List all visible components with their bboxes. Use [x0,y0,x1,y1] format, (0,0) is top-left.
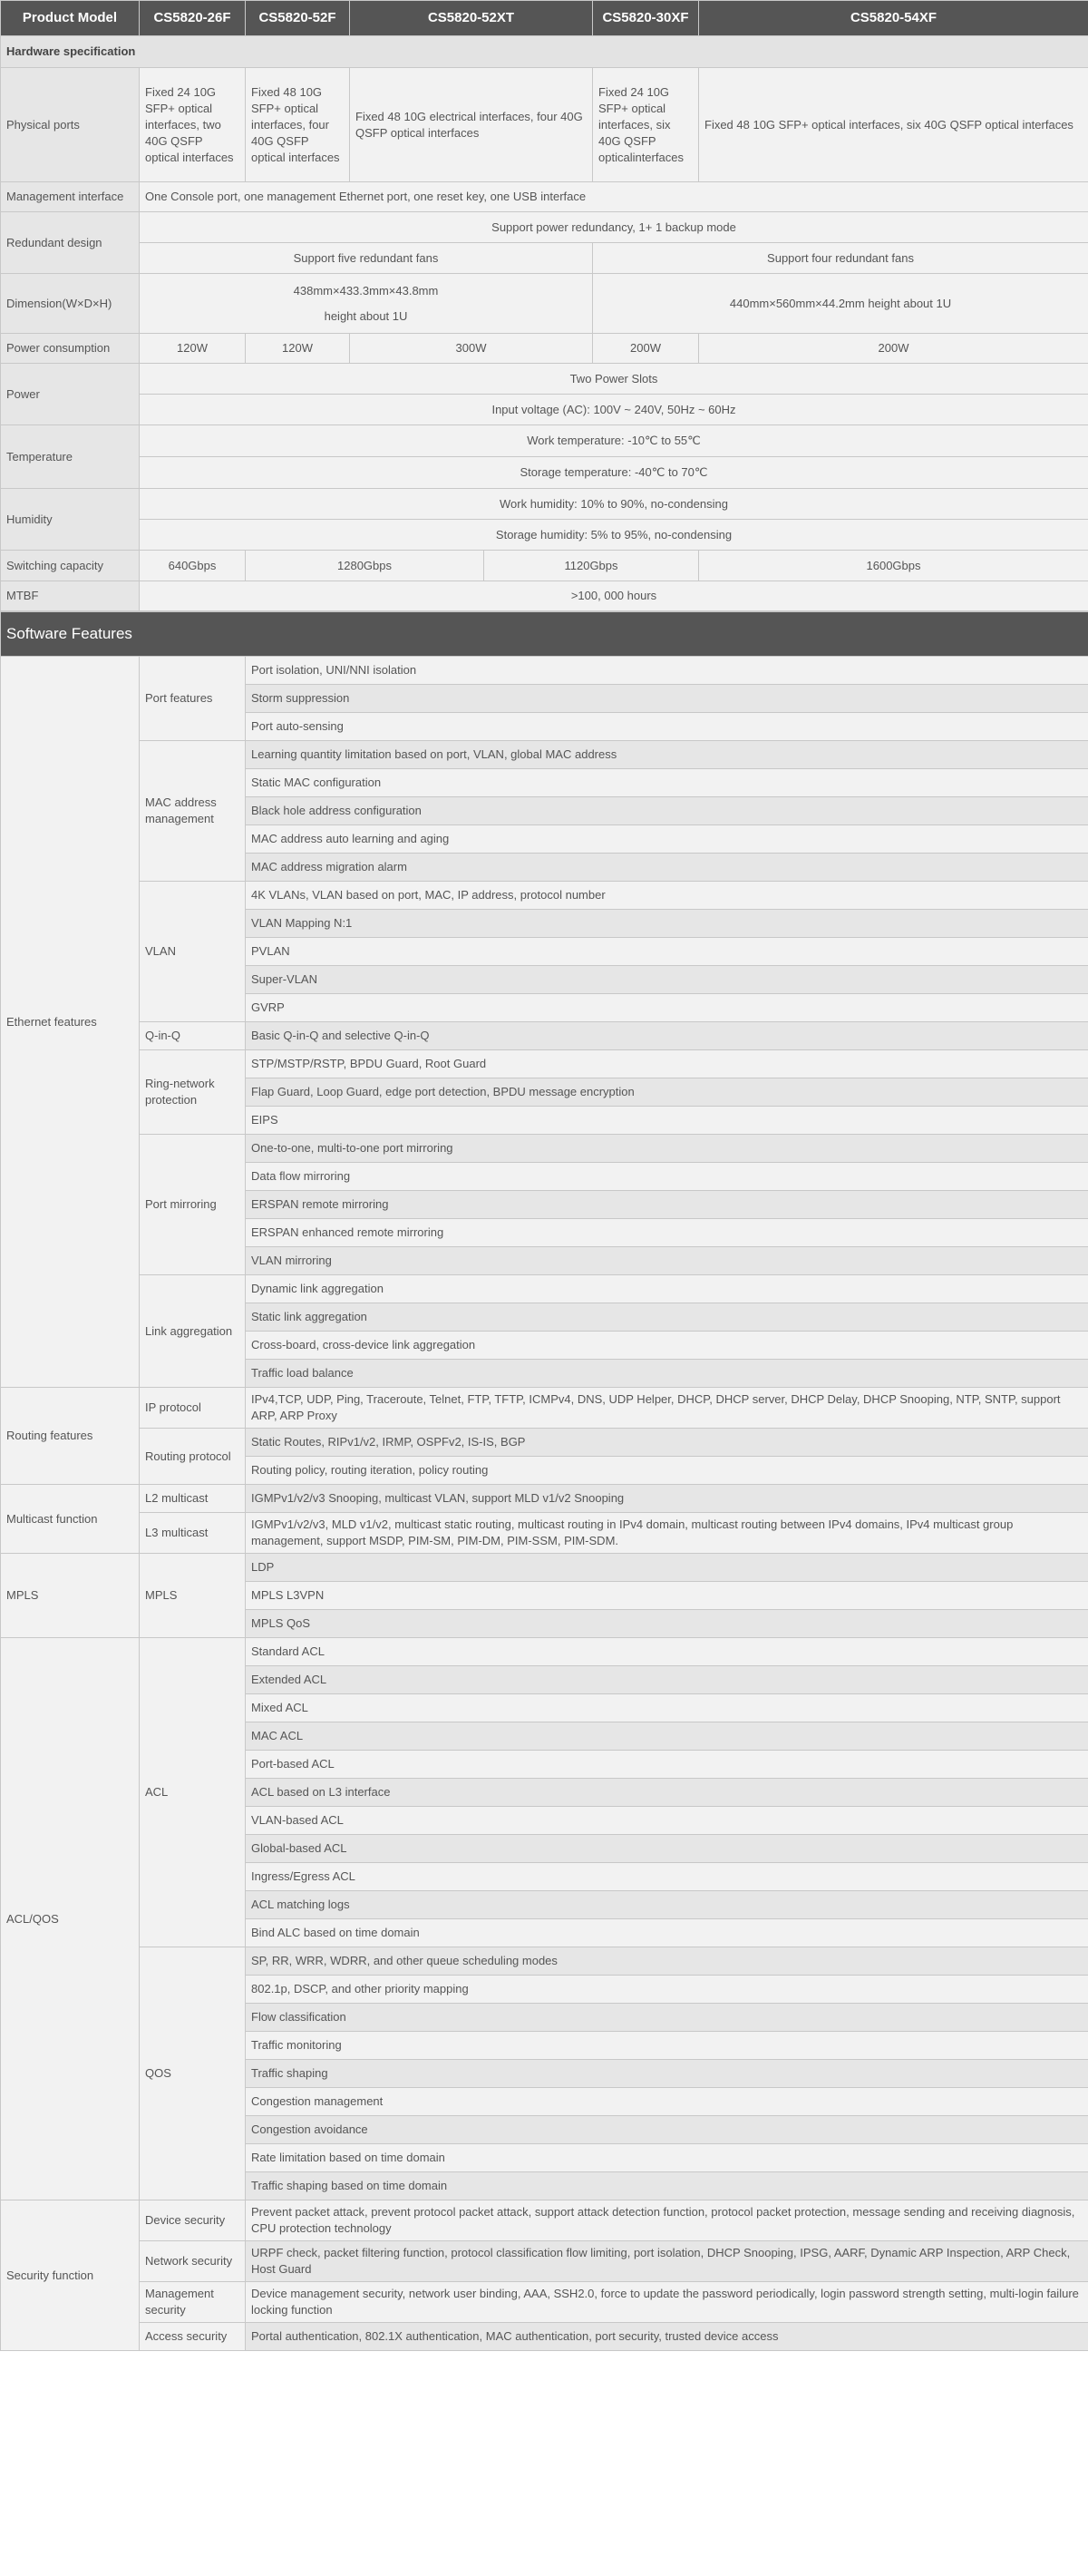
feature-item: STP/MSTP/RSTP, BPDU Guard, Root Guard [246,1050,1088,1078]
dimension-b: 440mm×560mm×44.2mm height about 1U [593,274,1088,334]
hardware-section-row [1,36,1088,68]
model-cs5820-30xf: CS5820-30XF [593,1,699,36]
temperature-storage-row [1,457,1088,489]
security-function-category: Security function [1,2200,140,2351]
feature-item: MPLS L3VPN [246,1582,1088,1610]
feature-item: Ingress/Egress ACL [246,1863,1088,1891]
redundant-power-value: Support power redundancy, 1+ 1 backup mode [140,212,1088,243]
feature-item: Extended ACL [246,1666,1088,1694]
redundant-design-label: Redundant design [1,212,140,274]
dimension-a [140,274,593,334]
temperature-label: Temperature [1,425,140,489]
switching-capacity-1: 640Gbps [140,551,246,581]
switching-capacity-2: 1280Gbps [246,551,484,581]
product-model-header: Product Model [1,1,140,36]
model-cs5820-52f: CS5820-52F [246,1,350,36]
dimension-label: Dimension(W×D×H) [1,274,140,334]
humidity-storage: Storage humidity: 5% to 95%, no-condensing [140,520,1088,551]
model-header-row [1,1,1088,36]
switching-capacity-row [1,551,1088,581]
feature-row [1,1050,1088,1078]
power-consumption-row [1,334,1088,364]
subcategory-mac: MAC address management [140,741,246,882]
redundant-fans-a: Support five redundant fans [140,243,593,274]
feature-item: MAC address migration alarm [246,854,1088,882]
physical-ports-52f: Fixed 48 10G SFP+ optical interfaces, four 40G QSFP optical interfaces [246,68,350,182]
mpls-category: MPLS [1,1554,140,1638]
feature-item: Standard ACL [246,1638,1088,1666]
feature-item: Portal authentication, 802.1X authentication, MAC authentication, port security, trusted device access [246,2323,1088,2351]
feature-item: Storm suppression [246,685,1088,713]
model-cs5820-26f: CS5820-26F [140,1,246,36]
redundant-design-row [1,212,1088,243]
feature-row [1,2282,1088,2323]
physical-ports-52xt: Fixed 48 10G electrical interfaces, four 40G QSFP optical interfaces [350,68,593,182]
power-row [1,364,1088,395]
power-consumption-52xt: 300W [350,334,593,364]
subcategory-acl: ACL [140,1638,246,1947]
feature-item: Static Routes, RIPv1/v2, IRMP, OSPFv2, IS-IS, BGP [246,1429,1088,1457]
humidity-work: Work humidity: 10% to 90%, no-condensing [140,489,1088,520]
feature-row [1,1022,1088,1050]
physical-ports-26f: Fixed 24 10G SFP+ optical interfaces, two 40G QSFP optical interfaces [140,68,246,182]
feature-item: Prevent packet attack, prevent protocol packet attack, support attack detection function, protocol packet protection, message sending and receiving diagnosis, CPU protection technology [246,2200,1088,2241]
feature-item: Basic Q-in-Q and selective Q-in-Q [246,1022,1088,1050]
feature-item: Dynamic link aggregation [246,1275,1088,1303]
ethernet-features-category: Ethernet features [1,657,140,1388]
power-slots: Two Power Slots [140,364,1088,395]
temperature-storage: Storage temperature: -40℃ to 70℃ [140,457,1088,489]
feature-row [1,741,1088,769]
subcategory-vlan: VLAN [140,882,246,1022]
feature-row [1,2323,1088,2351]
subcategory-link-agg: Link aggregation [140,1275,246,1388]
switching-capacity-label: Switching capacity [1,551,140,581]
power-consumption-26f: 120W [140,334,246,364]
feature-row [1,1135,1088,1163]
feature-item: Port-based ACL [246,1751,1088,1779]
feature-item: Port auto-sensing [246,713,1088,741]
management-interface-row [1,182,1088,212]
feature-item: LDP [246,1554,1088,1582]
feature-item: Bind ALC based on time domain [246,1919,1088,1947]
software-header-row [1,612,1088,657]
feature-item: Port isolation, UNI/NNI isolation [246,657,1088,685]
feature-item: MAC ACL [246,1722,1088,1751]
software-features-title: Software Features [1,612,1088,657]
feature-item: VLAN mirroring [246,1247,1088,1275]
dimension-a-line2: height about 1U [324,308,408,323]
feature-item: IPv4,TCP, UDP, Ping, Traceroute, Telnet, FTP, TFTP, ICMPv4, DNS, UDP Helper, DHCP, DHCP server, DHCP Delay, DHCP Snooping, NTP, SNTP, support ARP, ARP Proxy [246,1388,1088,1429]
redundant-fans-row [1,243,1088,274]
humidity-label: Humidity [1,489,140,551]
feature-row [1,657,1088,685]
spec-table [0,0,1088,611]
feature-row [1,2200,1088,2241]
subcategory-l2: L2 multicast [140,1485,246,1513]
feature-item: ACL matching logs [246,1891,1088,1919]
software-features-body [1,657,1088,2351]
temperature-row [1,425,1088,457]
feature-row [1,1388,1088,1429]
dimension-row [1,274,1088,334]
feature-item: Black hole address configuration [246,797,1088,825]
feature-item: 4K VLANs, VLAN based on port, MAC, IP address, protocol number [246,882,1088,910]
hardware-section-title: Hardware specification [1,36,1088,68]
feature-item: Traffic monitoring [246,2032,1088,2060]
power-consumption-30xf: 200W [593,334,699,364]
acl-qos-category: ACL/QOS [1,1638,140,2200]
feature-row [1,2241,1088,2282]
feature-item: Static link aggregation [246,1303,1088,1332]
feature-item: EIPS [246,1107,1088,1135]
feature-row [1,1485,1088,1513]
feature-item: MAC address auto learning and aging [246,825,1088,854]
power-consumption-label: Power consumption [1,334,140,364]
subcategory-qos: QOS [140,1947,246,2200]
model-cs5820-54xf: CS5820-54XF [699,1,1088,36]
redundant-fans-b: Support four redundant fans [593,243,1088,274]
subcategory-management: Management security [140,2282,246,2323]
switching-capacity-3: 1120Gbps [484,551,699,581]
feature-item: ERSPAN remote mirroring [246,1191,1088,1219]
physical-ports-row [1,68,1088,182]
feature-item: Mixed ACL [246,1694,1088,1722]
subcategory-access: Access security [140,2323,246,2351]
feature-item: VLAN Mapping N:1 [246,910,1088,938]
feature-row [1,1275,1088,1303]
subcategory-qinq: Q-in-Q [140,1022,246,1050]
feature-item: Congestion management [246,2088,1088,2116]
humidity-storage-row [1,520,1088,551]
humidity-row [1,489,1088,520]
temperature-work: Work temperature: -10℃ to 55℃ [140,425,1088,457]
routing-features-category: Routing features [1,1388,140,1485]
power-voltage: Input voltage (AC): 100V ~ 240V, 50Hz ~ 60Hz [140,395,1088,425]
feature-item: GVRP [246,994,1088,1022]
subcategory-network: Network security [140,2241,246,2282]
physical-ports-54xf: Fixed 48 10G SFP+ optical interfaces, six 40G QSFP optical interfaces [699,68,1088,182]
mtbf-label: MTBF [1,581,140,611]
physical-ports-30xf: Fixed 24 10G SFP+ optical interfaces, six 40G QSFP opticalinterfaces [593,68,699,182]
feature-item: PVLAN [246,938,1088,966]
feature-item: 802.1p, DSCP, and other priority mapping [246,1976,1088,2004]
power-consumption-52f: 120W [246,334,350,364]
feature-item: Routing policy, routing iteration, policy routing [246,1457,1088,1485]
subcategory-mirroring: Port mirroring [140,1135,246,1275]
feature-item: Traffic shaping based on time domain [246,2172,1088,2200]
feature-item: Data flow mirroring [246,1163,1088,1191]
feature-item: VLAN-based ACL [246,1807,1088,1835]
mtbf-value: >100, 000 hours [140,581,1088,611]
switching-capacity-4: 1600Gbps [699,551,1088,581]
feature-item: Device management security, network user binding, AAA, SSH2.0, force to update the password periodically, login password strength setting, multi-login failure locking function [246,2282,1088,2323]
power-voltage-row [1,395,1088,425]
subcategory-ip: IP protocol [140,1388,246,1429]
subcategory-port-features: Port features [140,657,246,741]
feature-row [1,1638,1088,1666]
software-table [0,611,1088,2351]
feature-row [1,1554,1088,1582]
feature-item: IGMPv1/v2/v3, MLD v1/v2, multicast static routing, multicast routing in IPv4 domain, multicast routing between IPv4 domains, IPv4 multicast group management, support MSDP, PIM-SM, PIM-DM, PIM-SSM, PIM-SDM. [246,1513,1088,1554]
feature-item: Global-based ACL [246,1835,1088,1863]
feature-item: Flow classification [246,2004,1088,2032]
feature-item: ERSPAN enhanced remote mirroring [246,1219,1088,1247]
feature-item: MPLS QoS [246,1610,1088,1638]
feature-item: Traffic load balance [246,1360,1088,1388]
physical-ports-label: Physical ports [1,68,140,182]
subcategory-routing-protocol: Routing protocol [140,1429,246,1485]
feature-item: Congestion avoidance [246,2116,1088,2144]
feature-row [1,882,1088,910]
feature-item: One-to-one, multi-to-one port mirroring [246,1135,1088,1163]
feature-item: Static MAC configuration [246,769,1088,797]
subcategory-device: Device security [140,2200,246,2241]
feature-item: Traffic shaping [246,2060,1088,2088]
dimension-a-line1: 438mm×433.3mm×43.8mm [293,283,439,298]
feature-item: Learning quantity limitation based on port, VLAN, global MAC address [246,741,1088,769]
feature-item: IGMPv1/v2/v3 Snooping, multicast VLAN, support MLD v1/v2 Snooping [246,1485,1088,1513]
feature-item: Cross-board, cross-device link aggregation [246,1332,1088,1360]
management-interface-label: Management interface [1,182,140,212]
model-cs5820-52xt: CS5820-52XT [350,1,593,36]
feature-item: SP, RR, WRR, WDRR, and other queue scheduling modes [246,1947,1088,1976]
feature-item: Flap Guard, Loop Guard, edge port detection, BPDU message encryption [246,1078,1088,1107]
multicast-function-category: Multicast function [1,1485,140,1554]
management-interface-value: One Console port, one management Ethernet port, one reset key, one USB interface [140,182,1088,212]
feature-row [1,1947,1088,1976]
power-label: Power [1,364,140,425]
feature-item: Super-VLAN [246,966,1088,994]
feature-item: URPF check, packet filtering function, protocol classification flow limiting, port isolation, DHCP Snooping, IPSG, AARF, Dynamic ARP Inspection, ARP Check, Host Guard [246,2241,1088,2282]
subcategory-ring: Ring-network protection [140,1050,246,1135]
feature-item: Rate limitation based on time domain [246,2144,1088,2172]
subcategory-mpls: MPLS [140,1554,246,1638]
feature-row [1,1429,1088,1457]
power-consumption-54xf: 200W [699,334,1088,364]
feature-item: ACL based on L3 interface [246,1779,1088,1807]
subcategory-l3: L3 multicast [140,1513,246,1554]
mtbf-row [1,581,1088,611]
feature-row [1,1513,1088,1554]
